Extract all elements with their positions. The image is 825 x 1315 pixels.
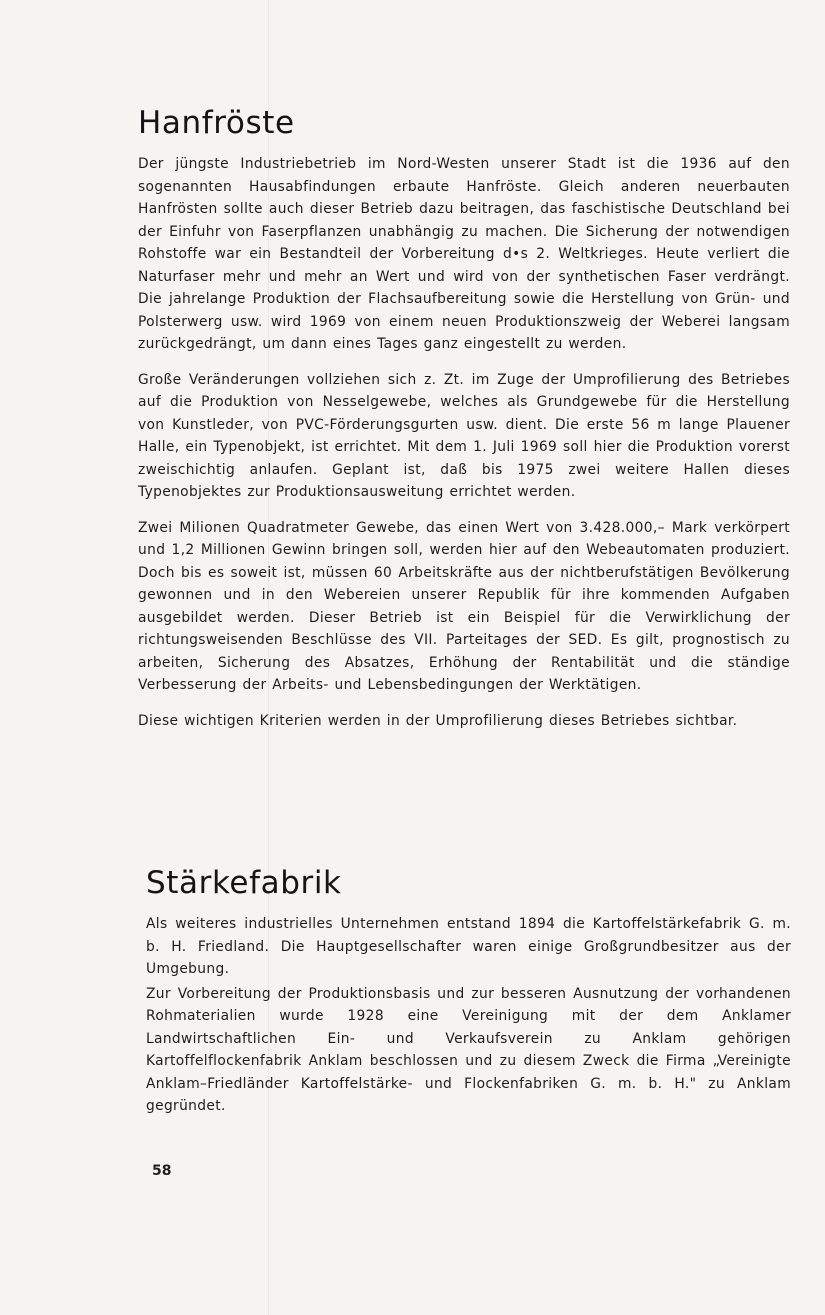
page-number: 58 <box>152 1163 172 1179</box>
section-hanfroeste <box>138 105 790 745</box>
paragraph: Der jüngste Industriebetrieb im Nord-Westen unserer Stadt ist die 1936 auf den sogenannten Hausabfindungen erbaute Hanfröste. Gleich anderen neuerbauten Hanfrösten sollte auch dieser Betrieb dazu beitragen, das faschistische Deutschland bei der Einfuhr von Faserpflanzen unabhängig zu machen. Die Sicherung der notwendigen Rohstoffe war ein Bestandteil der Vorbereitung d•s 2. Weltkrieges. Heute verliert die Naturfaser mehr und mehr an Wert und wird von der synthetischen Faser verdrängt. Die jahrelange Produktion der Flachsaufbereitung sowie die Herstellung von Grün- und Polsterwerg usw. wird 1969 von einem neuen Produktionszweig der Weberei langsam zurückgedrängt, um dann eines Tages ganz eingestellt zu werden. <box>138 156 790 352</box>
section-staerkefabrik <box>146 865 791 1120</box>
paragraph: Als weiteres industrielles Unternehmen entstand 1894 die Kartoffelstärkefabrik G. m. b. H. Friedland. Die Hauptgesellschafter waren einige Großgrundbesitzer aus der Umgebung. <box>146 916 791 977</box>
paragraph: Große Veränderungen vollziehen sich z. Zt. im Zuge der Umprofilierung des Betriebes auf die Produktion von Nesselgewebe, welches als Grundgewebe für die Herstellung von Kunstleder, von PVC-Förderungsgurten usw. dient. Die erste 56 m lange Plauener Halle, ein Typenobjekt, ist errichtet. Mit dem 1. Juli 1969 soll hier die Produktion vorerst zweischichtig anlaufen. Geplant ist, daß bis 1975 zwei weitere Hallen dieses Typenobjektes zur Produktionsausweitung errichtet werden. <box>138 371 790 500</box>
section-heading: Stärkefabrik <box>146 865 342 901</box>
section-heading: Hanfröste <box>138 105 295 141</box>
paragraph: Zwei Milionen Quadratmeter Gewebe, das einen Wert von 3.428.000,– Mark verkörpert und 1,2 Millionen Gewinn bringen soll, werden hier auf den Webeautomaten produziert. Doch bis es soweit ist, müssen 60 Arbeitskräfte aus der nichtberufstätigen Bevölkerung gewonnen und in den Webereien unserer Republik für ihre kommenden Aufgaben ausgebildet werden. Dieser Betrieb ist ein Beispiel für die Verwirklichung der richtungsweisenden Beschlüsse des VII. Parteitages der SED. Es gilt, prognostisch zu arbeiten, Sicherung des Absatzes, Erhöhung der Rentabilität und die ständige Verbesserung der Arbeits- und Lebensbedingungen der Werktätigen. <box>138 519 790 693</box>
paragraph: Zur Vorbereitung der Produktionsbasis und zur besseren Ausnutzung der vorhandenen Rohmaterialien wurde 1928 eine Vereinigung mit der dem Anklamer Landwirtschaftlichen Ein- und Verkaufsverein zu Anklam gehörigen Kartoffelflockenfabrik Anklam beschlossen und zu diesem Zweck die Firma „Vereinigte Anklam–Friedländer Kartoffelstärke- und Flockenfabriken G. m. b. H." zu Anklam gegründet. <box>146 985 791 1114</box>
paragraph: Diese wichtigen Kriterien werden in der Umprofilierung dieses Betriebes sichtbar. <box>138 712 738 729</box>
